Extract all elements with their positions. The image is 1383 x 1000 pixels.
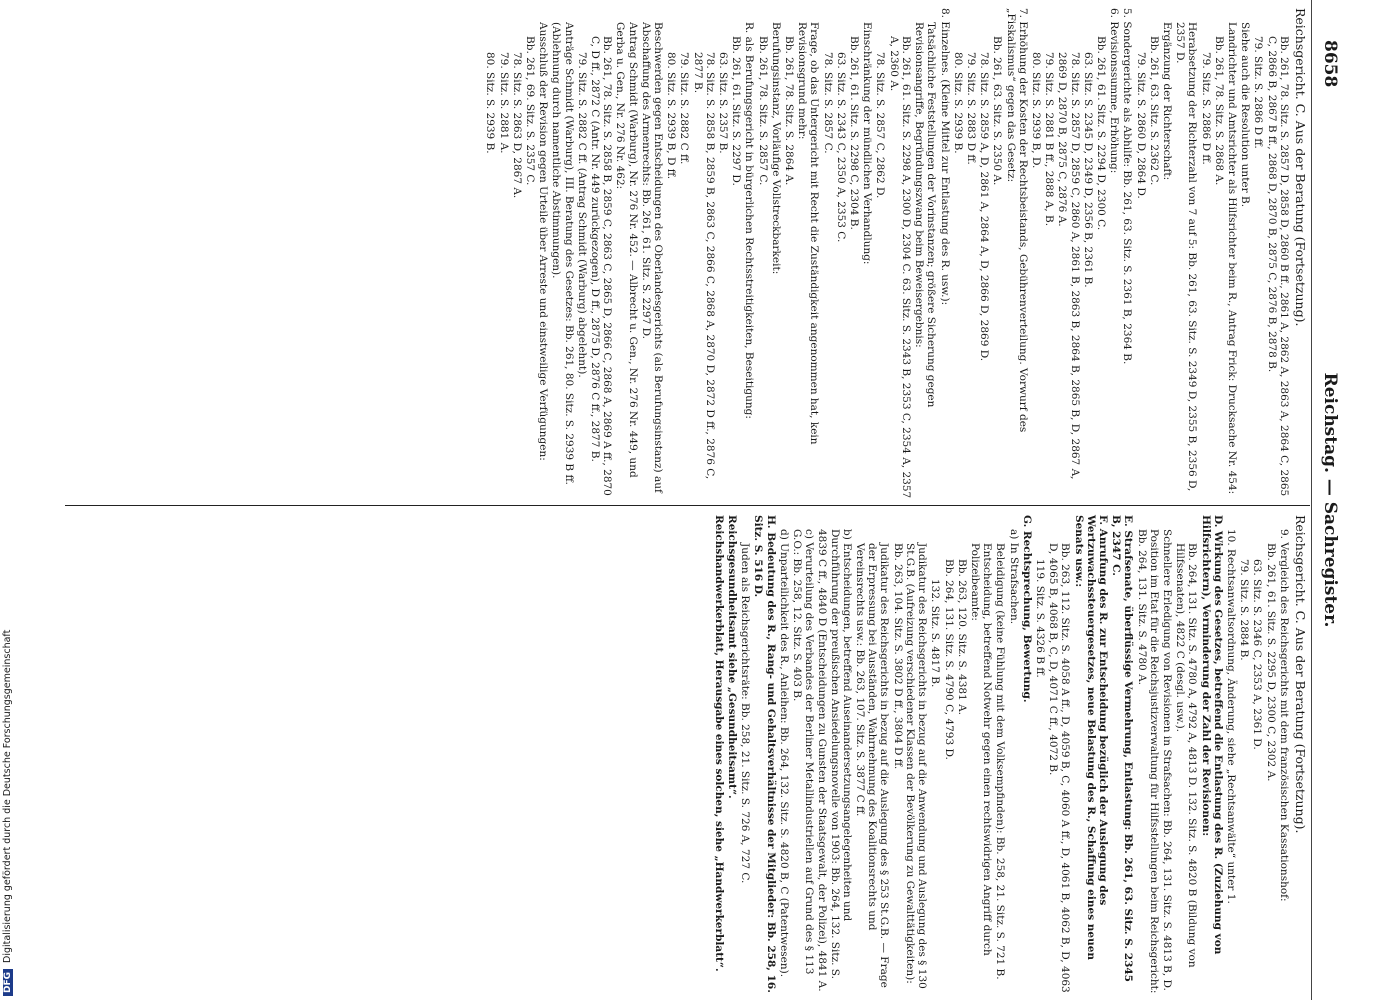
- digitization-credit: Digitalisierung gefördert durch die Deutsche Forschungsgemeinschaft: [2, 629, 13, 963]
- index-entry: Bb. 261, 61. Sitz. S. 2297 D.: [730, 36, 743, 186]
- index-entry: Tatsächliche Feststellungen der Vorinstanzen; größere Sicherung gegen Revisionsangriffe, Begründungszwang beim Beweisergebnis:: [913, 22, 938, 408]
- index-entry: R. als Berufungsgericht in bürgerlichen Rechtsstreitigkeiten, Beseitigung:: [743, 22, 756, 419]
- index-entry: 78. Sitz. S. 2857 D, 2859 C, 2860 A, 2861 B, 2863 B, 2864 B, 2865 B, D, 2867 A, 2869 D, 2870 B, 2875 C, 2876 A.: [1056, 52, 1081, 480]
- index-entry: 9. Vergleich des Reichsgerichts mit dem französischen Kassationshof:: [1277, 529, 1290, 902]
- index-entry: 80. Sitz. S. 2939 B, D ff.: [665, 52, 678, 180]
- index-entry: 79. Sitz. S. 2886 D ff.: [1252, 36, 1265, 149]
- index-entry: Bb. 261, 63. Sitz. S. 2362 C.: [1147, 36, 1160, 186]
- index-entry: 79. Sitz. S. 2883 D ff.: [964, 52, 977, 165]
- header-rule: [1311, 0, 1312, 1000]
- index-entry: 79. Sitz. S. 2884 B.: [1238, 559, 1251, 661]
- index-entry: 10. Rechtsanwaltsordnung, Änderung, siehe „Rechtsanwälte“ unter 1.: [1224, 529, 1237, 904]
- index-entry: 80. Sitz. S. 2939 B, D.: [1029, 52, 1042, 169]
- index-entry: 5. Sondergerichte als Abhilfe: Bb. 261, 63. Sitz. S. 2361 B, 2364 B.: [1121, 8, 1134, 365]
- index-entry: 63. Sitz. S. 2357 B.: [717, 52, 730, 154]
- index-entry: Einschränkung der mündlichen Verhandlung:: [861, 22, 874, 265]
- index-entry: Judikatur des Reichsgerichts in bezug auf die Anwendung und Auslegung des § 130 St.G.B. (Aufreizung verschiedener Klassen der Bevölkerung zu Gewalttätigkeiten): Bb. 263, 104. Sitz. S. 3802 D ff., 3804 D ff.: [891, 543, 929, 989]
- index-entry: 80. Sitz. S. 2939 B.: [951, 52, 964, 154]
- index-entry: Bb. 261, 63. Sitz. S. 2350 A.: [991, 36, 1004, 186]
- index-entry: Herabsetzung der Richterzahl von 7 auf 5: Bb. 261, 63. Sitz. S. 2349 D, 2355 B, 2356 D, 2357 D.: [1174, 22, 1199, 492]
- index-entry: Bb. 261, 78. Sitz. S. 2858 B, 2859 C, 2863 C, 2865 D, 2866 C, 2868 A, 2869 A ff., 2870 C, D ff., 2872 C (Antr. Nr. 449 zurückgezogen), D ff., 2875 D, 2876 C ff., 2877 B.: [589, 36, 614, 496]
- column-divider: [65, 505, 1310, 506]
- index-entry: Bb. 263, 120. Sitz. S. 4381 A.: [955, 559, 968, 715]
- index-entry: Bb. 264, 131. Sitz. S. 4790 C, 4793 D.: [942, 559, 955, 760]
- index-entry: 63. Sitz. S. 2346 C, 2353 A, 2361 D.: [1251, 559, 1264, 750]
- index-entry: Bb. 261, 61. Sitz. S. 2294 D, 2300 C.: [1094, 36, 1107, 231]
- left-entries: [484, 8, 1290, 500]
- index-entry: Landrichter und Amtsrichter als Hilfsrichter beim R., Antrag Frick: Drucksache Nr. 454:: [1225, 22, 1238, 495]
- index-entry: 79. Sitz. S. 2860 D, 2864 D.: [1134, 52, 1147, 199]
- index-entry: Berufungsinstanz, Vorläufige Vollstreckbarkeit:: [769, 22, 782, 275]
- index-entry: 79. Sitz. S. 2886 D ff.: [1199, 52, 1212, 165]
- index-entry: 119. Sitz. S. 4326 B ff.: [1033, 559, 1046, 678]
- index-entry: 79. Sitz. S. 2882 C ff. (Antrag Schmidt (Warburg) abgelehnt).: [575, 52, 588, 378]
- index-entry: F. Anrufung des R. zur Entscheidung bezüglich der Auslegung des Wertzuwachssteuergesetzes, neue Belastung des R., Schaffung eines neuen Senats usw.:: [1072, 515, 1109, 961]
- index-entry: Bb. 261, 78. Sitz. S. 2868 A.: [1212, 36, 1225, 186]
- index-entry: Position im Etat für die Reichsjustizverwaltung für Hilfsstellungen beim Reichsgericht: Bb. 264, 131. Sitz. S. 4780 A.: [1135, 529, 1160, 994]
- index-entry: 79. Sitz. S. 2881 B ff., 2888 A, B.: [1043, 52, 1056, 227]
- index-entry: 6. Revisionssumme, Erhöhung:: [1108, 8, 1121, 174]
- index-entry: Ausschluß der Revision gegen Urteile über Arreste und einstweilige Verfügungen:: [537, 22, 550, 461]
- index-entry: Bb. 261, 78. Sitz. S. 2864 A.: [783, 36, 796, 186]
- index-entry: 78. Sitz. S. 2858 B, 2859 B, 2863 C, 2866 C, 2868 A, 2870 D, 2872 D ff., 2876 C, 2877 B.: [691, 52, 716, 480]
- index-entry: Judikatur des Reichsgerichts in bezug auf die Auslegung des § 253 St.G.B. — Frage der Erpressung bei Ausständen, Wahrnehmung des Koalitionsrechts und Vereinsrechts usw.: Bb. 263, 107. Sitz. S. 3877 C ff.: [854, 543, 891, 988]
- index-entry: Bb. 261, 69. Sitz. S. 2357 C.: [524, 36, 537, 186]
- index-entry: 78. Sitz. S. 2863 D, 2867 A.: [510, 52, 523, 199]
- index-entry: 80. Sitz. S. 2939 B.: [484, 52, 497, 154]
- left-column: [66, 8, 1306, 500]
- index-entry: Bb. 261, 61. Sitz. S. 2298 A, 2300 D, 2304 C. 63. Sitz. S. 2343 B, 2353 C, 2354 A, 2357 A, 2360 A.: [887, 36, 912, 499]
- index-entry: D. Wirkung des Gesetzes, betreffend die Entlastung des R. (Zuziehung von Hilfsrichtern), Verminderung der Zahl der Revisionen:: [1199, 515, 1224, 955]
- index-entry: 63. Sitz. S. 2343 C, 2350 A, 2353 C.: [834, 52, 847, 243]
- index-entry: Beschwerden gegen Entscheidungen des Oberlandesgerichts (als Berufungsinstanz) auf Abschaffung des Armenrechts: Bb. 261, 61. Sitz. S. 2297 D.: [639, 22, 665, 493]
- index-entry: Juden als Reichsgerichtsräte: Bb. 258, 21. Sitz. S. 726 A, 727 C.: [739, 543, 752, 884]
- right-section-head: Reichsgericht. C. Aus der Beratung (Fortsetzung).: [1293, 515, 1308, 834]
- index-entry: Bb. 261, 78. Sitz. S. 2857 D, 2858 D, 2860 B ff., 2861 A, 2862 A, 2863 A, 2864 C, 2865 C, 2866 B, 2867 B ff., 2868 D, 2870 B, 2875 C, 2876 B, 2878 B.: [1265, 36, 1290, 497]
- index-entry: H. Bedeutung des R., Rang- und Gehaltsverhältnisse der Mitglieder: Bb. 258, 16. Sitz. S. 516 D.: [752, 515, 777, 993]
- index-entry: 7. Erhöhung der Kosten der Rechtsbeistands, Gebührenverteilung. Vorwurf des „Fiskalismus“ gegen das Gesetz:: [1004, 8, 1029, 433]
- index-entry: 132. Sitz. S. 4817 B.: [929, 579, 942, 688]
- right-column: [66, 515, 1306, 995]
- rotated-page-content: [56, 0, 1346, 1000]
- index-entry: 79. Sitz. S. 2882 C ff.: [678, 52, 691, 165]
- index-entry: 78. Sitz. S. 2857 C.: [821, 52, 834, 154]
- right-entries: [713, 515, 1290, 995]
- index-entry: Entscheidung, betreffend Notwehr gegen einen rechtswidrigen Angriff durch Polizeibeamte:: [968, 543, 994, 956]
- index-entry: Schnellere Erledigung von Revisionen in Strafsachen: Bb. 264, 131. Sitz. S. 4813 B, D.: [1160, 529, 1173, 991]
- index-entry: 79. Sitz. S. 2881 A.: [497, 52, 510, 154]
- index-entry: 8. Einzelnes. (Kleine Mittel zur Entlastung des R. usw.):: [938, 8, 951, 306]
- index-entry: Bb. 261, 61. Sitz. S. 2298 C, 2304 B.: [848, 36, 861, 230]
- left-section-head: Reichsgericht. C. Aus der Beratung (Fortsetzung).: [1293, 8, 1308, 327]
- index-entry: Bb. 263, 112. Sitz. S. 4058 A ff., D, 4059 B, C, 4060 A ff., D, 4061 B, 4062 B, D, 4063 D, 4065 B, 4068 B, C, D, 4071 C ff., 4072 B.: [1047, 543, 1072, 993]
- index-entry: Reichshandwerkerblatt, Herausgabe eines solchen, siehe „Handwerkerblatt“.: [712, 515, 725, 972]
- page-number: 8658: [1320, 40, 1340, 88]
- running-title: Reichstag. — Sachregister.: [1320, 372, 1340, 628]
- index-entry: E. Strafsenate, überflüssige Vermehrung, Entlastung: Bb. 261, 63. Sitz. S. 2345 B, 2347 C.: [1110, 515, 1135, 982]
- index-entry: 78. Sitz. S. 2859 A, D, 2861 A, 2864 A, D, 2866 D, 2869 D.: [978, 52, 991, 362]
- index-entry: c) Verurteilung des Verbandes der Berliner Metallindustriellen auf Grund des § 113 G.O.: Bb. 258, 12. Sitz. S. 403 B.: [791, 529, 816, 975]
- dfg-logo: DFG: [3, 969, 13, 996]
- index-entry: Bb. 261, 61. Sitz. S. 2295 D, 2300 C, 2302 A.: [1264, 543, 1277, 782]
- index-entry: Anträge Schmidt (Warburg), III. Beratung des Gesetzes: Bb. 261, 80. Sitz. S. 2939 B ff. (Ablehnung durch namentliche Abstimmungen).: [550, 22, 575, 485]
- index-entry: Reichsgesundheitsamt siehe „Gesundheitsamt“.: [726, 515, 739, 799]
- index-entry: b) Entscheidungen, betreffend Auseinandersetzungsangelegenheiten und Durchführung der preußischen Ansiedelungsnovelle von 1903: Bb. 264, 132. Sitz. S. 4839 C ff., 4840 D (Entscheidungen zu Gunsten der Staatsgewalt, der Polizei), 4841 A.: [816, 529, 853, 992]
- index-entry: Beleidigung (keine Fühlung mit dem Volksempfinden): Bb. 258, 21. Sitz. S. 721 B.: [994, 543, 1007, 980]
- index-entry: Ergänzung der Richterschaft:: [1160, 22, 1173, 181]
- index-entry: 78. Sitz. S. 2857 C, 2862 D.: [874, 52, 887, 199]
- page-header: [1314, 0, 1340, 1000]
- index-entry: Antrag Schmidt (Warburg), Nr. 276 Nr. 452. — Albrecht u. Gen., Nr. 276 Nr. 449, und Gerba u. Gen., Nr. 276 Nr. 462:: [614, 22, 639, 478]
- index-entry: a) In Strafsachen.: [1007, 529, 1020, 625]
- index-entry: Siehe auch die Resolution unter B.: [1239, 22, 1252, 208]
- index-entry: 63. Sitz. S. 2345 D, 2349 D, 2356 B, 2361 B.: [1081, 52, 1094, 288]
- index-entry: Bb. 261, 78. Sitz. S. 2857 C.: [756, 36, 769, 186]
- index-entry: d) Unparteilichkeit des R., Anleihen: Bb. 264, 132. Sitz. S. 4820 B, C (Patentwesen).: [777, 529, 790, 978]
- margin-credit: [0, 0, 22, 1000]
- index-entry: G. Rechtsprechung, Bewertung.: [1020, 515, 1033, 703]
- index-entry: Frage, ob das Untergericht mit Recht die Zuständigkeit angenommen hat, kein Revisionsgrund mehr:: [796, 22, 821, 445]
- index-entry: Bb. 264, 131. Sitz. S. 4780 A, 4792 A, 4813 D. 132. Sitz. S. 4820 B (Bildung von Hilfssenaten), 4822 C (desgl. usw.).: [1174, 543, 1199, 968]
